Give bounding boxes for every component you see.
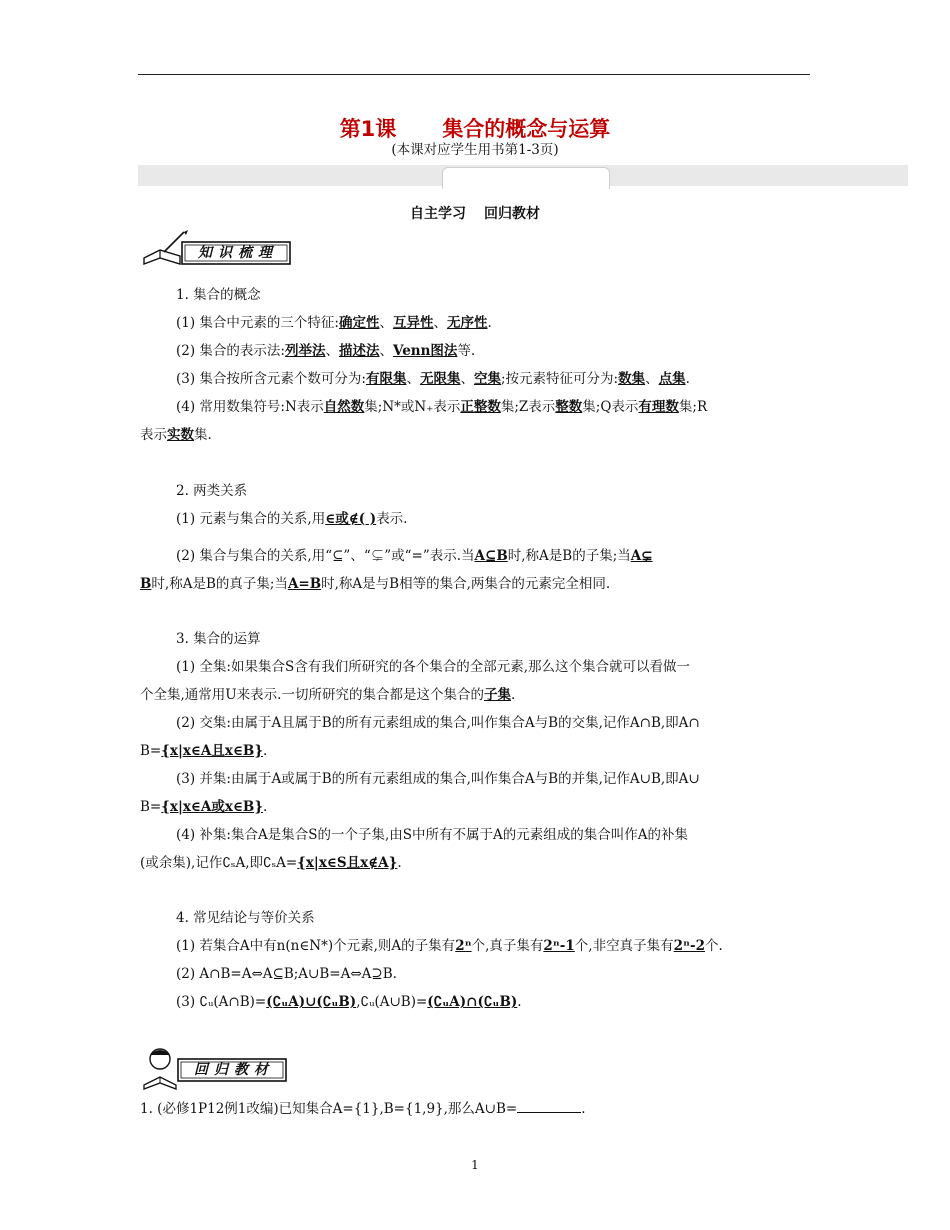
knowledge-summary-logo: [140, 228, 292, 270]
return-textbook-logo: [140, 1045, 288, 1091]
s2-line-2: (2) 集合与集合的关系,用“⊆”、“⊊”或“=”表示.当A⊆B时,称A是B的子集;当A⊊: [176, 548, 653, 564]
lesson-title: 第1课 集合的概念与运算: [339, 117, 611, 141]
s4-heading: 4. 常见结论与等价关系: [176, 910, 315, 926]
s3-line-7: (4) 补集:集合A是集合S的一个子集,由S中所有不属于A的元素组成的集合叫作A的补集: [176, 827, 688, 843]
header-band-tab: [442, 167, 610, 189]
s2-heading: 2. 两类关系: [176, 483, 248, 499]
s3-line-2: 个全集,通常用U来表示.一切所研究的集合都是这个集合的子集.: [140, 687, 516, 703]
s4-line-1: (1) 若集合A中有n(n∈N*)个元素,则A的子集有2ⁿ个,真子集有2ⁿ-1个,非空真子集有2ⁿ-2个.: [176, 938, 723, 954]
s4-line-2: (2) A∩B=A⇔A⊆B;A∪B=A⇔A⊇B.: [176, 966, 397, 982]
s1-heading: 1. 集合的概念: [176, 287, 261, 303]
s3-line-4: B={x|x∈A且x∈B}.: [140, 743, 268, 759]
student-reading-icon: [144, 1049, 176, 1089]
s3-line-6: B={x|x∈A或x∈B}.: [140, 799, 268, 815]
section-heading: 自主学习 回归教材: [410, 206, 540, 222]
s1-line-4: (4) 常用数集符号:N表示自然数集;N*或N₊表示正整数集;Z表示整数集;Q表示有理数集;R: [176, 399, 708, 415]
return-logo-text: 回归教材: [194, 1062, 274, 1078]
lesson-subtitle: (本课对应学生用书第1-3页): [391, 142, 559, 158]
knowledge-logo-text: 知识梳理: [198, 245, 278, 261]
s3-line-3: (2) 交集:由属于A且属于B的所有元素组成的集合,叫作集合A与B的交集,记作A∩B,即A∩: [176, 715, 700, 731]
page-number: 1: [471, 1158, 479, 1172]
s1-line-5: 表示实数集.: [140, 427, 212, 443]
exercise-question-1: 1. (必修1P12例1改编)已知集合A={1},B={1,9},那么A∪B= .: [140, 1101, 586, 1117]
s1-line-1: (1) 集合中元素的三个特征:确定性、互异性、无序性.: [176, 315, 492, 331]
s2-line-1: (1) 元素与集合的关系,用∈或∉( )表示.: [176, 511, 408, 527]
s4-line-3: (3) ∁ᵤ(A∩B)=(∁ᵤA)∪(∁ᵤB),∁ᵤ(A∪B)=(∁ᵤA)∩(∁ᵤB).: [176, 994, 522, 1010]
s3-line-8: (或余集),记作∁ₛA,即∁ₛA={x|x∈S且x∉A}.: [140, 855, 402, 871]
s1-line-3: (3) 集合按所含元素个数可分为:有限集、无限集、空集;按元素特征可分为:数集、点集.: [176, 371, 690, 387]
top-rule: [138, 74, 810, 75]
s1-line-2: (2) 集合的表示法:列举法、描述法、Venn图法等.: [176, 343, 476, 359]
s3-heading: 3. 集合的运算: [176, 631, 261, 647]
answer-blank[interactable]: [517, 1100, 581, 1113]
s2-line-3: B时,称A是B的真子集;当A=B时,称A是与B相等的集合,两集合的元素完全相同.: [140, 576, 611, 592]
s3-line-1: (1) 全集:如果集合S含有我们所研究的各个集合的全部元素,那么这个集合就可以看做一: [176, 659, 691, 675]
s3-line-5: (3) 并集:由属于A或属于B的所有元素组成的集合,叫作集合A与B的并集,记作A∪B,即A∪: [176, 771, 700, 787]
